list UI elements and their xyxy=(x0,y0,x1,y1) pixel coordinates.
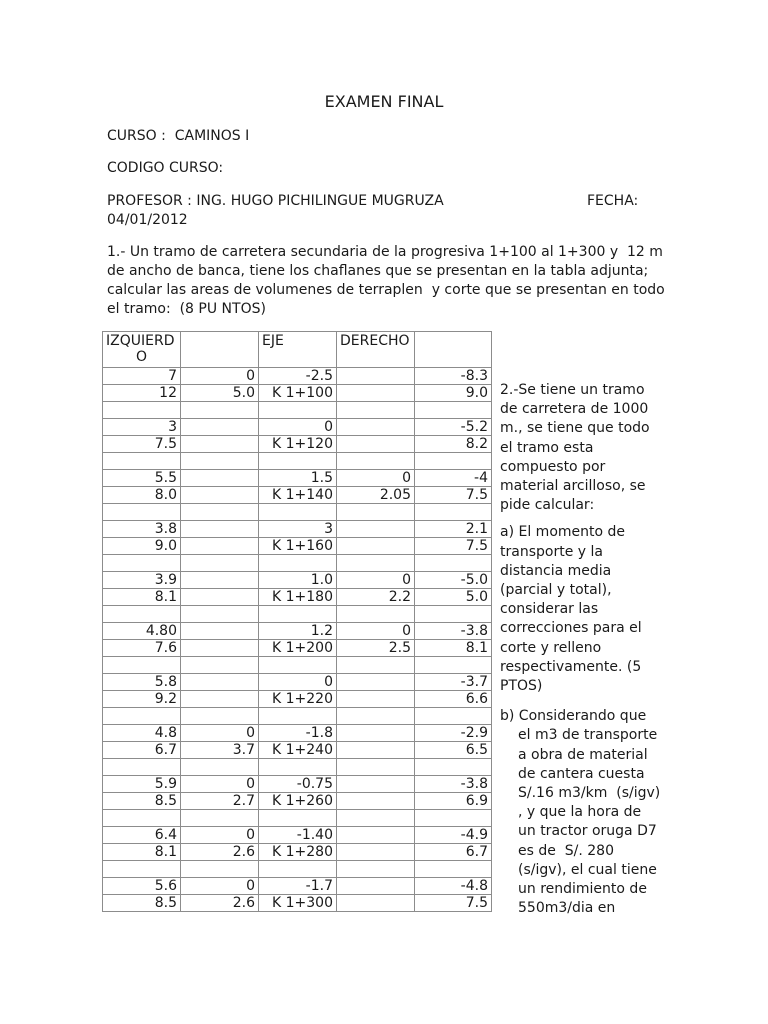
date-value: 04/01/2012 xyxy=(107,212,188,228)
question-2-part-b-body xyxy=(500,726,662,918)
table-cell: 5.0 xyxy=(415,589,492,606)
question-2-part-b-line: 550m3/dia en xyxy=(518,900,616,917)
table-cell xyxy=(259,861,337,878)
table-cell: -2.5 xyxy=(259,368,337,385)
table-cell xyxy=(181,487,259,504)
table-cell xyxy=(259,555,337,572)
table-cell: 1.2 xyxy=(259,623,337,640)
table-cell xyxy=(337,742,415,759)
question-2-part-a-line: a) El momento de xyxy=(500,524,626,541)
question-2-part-b-line: de cantera cuesta xyxy=(518,765,645,782)
question-2-part-a-line: respectivamente. (5 xyxy=(500,658,642,675)
table-cell xyxy=(337,402,415,419)
course-code-line: CODIGO CURSO: xyxy=(107,160,224,176)
table-cell xyxy=(103,504,181,521)
table-cell: K 1+180 xyxy=(259,589,337,606)
table-cell: 7.5 xyxy=(415,487,492,504)
table-cell xyxy=(415,657,492,674)
table-cell: -3.8 xyxy=(415,776,492,793)
table-row xyxy=(103,793,492,810)
table-cell: 3 xyxy=(103,419,181,436)
question-2-intro xyxy=(500,381,662,515)
table-cell xyxy=(259,657,337,674)
table-row xyxy=(103,640,492,657)
question-2-part-a-line: (parcial y total), xyxy=(500,582,612,599)
question-2-part-b-line: b) Considerando que xyxy=(500,708,647,725)
table-cell: 1.0 xyxy=(259,572,337,589)
question-1-line: el tramo: (8 PU NTOS) xyxy=(107,301,266,317)
table-cell: 7.5 xyxy=(415,538,492,555)
table-cell xyxy=(337,368,415,385)
question-1 xyxy=(107,243,667,319)
table-cell: 2.7 xyxy=(181,793,259,810)
table-cell xyxy=(337,861,415,878)
table-cell: 3 xyxy=(259,521,337,538)
table-cell: 12 xyxy=(103,385,181,402)
table-cell xyxy=(103,555,181,572)
table-cell: 0 xyxy=(337,623,415,640)
table-cell xyxy=(181,419,259,436)
table-cell xyxy=(337,827,415,844)
table-cell xyxy=(337,759,415,776)
table-cell: K 1+260 xyxy=(259,793,337,810)
table-cell: K 1+120 xyxy=(259,436,337,453)
table-cell: 2.2 xyxy=(337,589,415,606)
table-cell: 4.8 xyxy=(103,725,181,742)
table-cell xyxy=(181,708,259,725)
table-cell xyxy=(181,606,259,623)
table-cell xyxy=(103,810,181,827)
table-cell: -4.8 xyxy=(415,878,492,895)
question-2-part-b xyxy=(500,707,662,918)
table-row xyxy=(103,759,492,776)
table-cell xyxy=(337,555,415,572)
table-cell xyxy=(415,402,492,419)
table-cell xyxy=(103,708,181,725)
table-cell: K 1+160 xyxy=(259,538,337,555)
table-cell: 2.1 xyxy=(415,521,492,538)
table-row xyxy=(103,589,492,606)
table-cell: K 1+280 xyxy=(259,844,337,861)
table-cell xyxy=(337,606,415,623)
header-blank xyxy=(181,332,259,368)
table-cell xyxy=(415,759,492,776)
question-2-intro-line: compuesto por xyxy=(500,458,606,475)
table-cell xyxy=(103,861,181,878)
question-1-line: 1.- Un tramo de carretera secundaria de la progresiva 1+100 al 1+300 y 12 m xyxy=(107,244,663,260)
table-cell xyxy=(337,521,415,538)
table-cell xyxy=(181,640,259,657)
table-cell: 0 xyxy=(337,470,415,487)
table-cell: K 1+220 xyxy=(259,691,337,708)
table-cell: 3.9 xyxy=(103,572,181,589)
table-cell: 7.6 xyxy=(103,640,181,657)
table-cell: -1.40 xyxy=(259,827,337,844)
table-cell: 0 xyxy=(181,368,259,385)
table-cell xyxy=(181,555,259,572)
table-row xyxy=(103,555,492,572)
table-cell xyxy=(415,810,492,827)
table-cell: 1.5 xyxy=(259,470,337,487)
table-cell: 0 xyxy=(181,878,259,895)
table-cell xyxy=(103,453,181,470)
table-row xyxy=(103,827,492,844)
table-row xyxy=(103,368,492,385)
table-cell xyxy=(415,708,492,725)
header-eje: EJE xyxy=(259,332,337,368)
question-2-part-a-line: correcciones para el xyxy=(500,620,642,637)
question-2-part-b-line: a obra de material xyxy=(518,746,648,763)
question-2-part-b-line: es de S/. 280 xyxy=(518,842,614,859)
table-cell: K 1+140 xyxy=(259,487,337,504)
question-1-line: de ancho de banca, tiene los chaflanes que se presentan en la tabla adjunta; xyxy=(107,263,649,279)
table-cell: 2.05 xyxy=(337,487,415,504)
table-cell xyxy=(259,606,337,623)
table-row xyxy=(103,538,492,555)
table-cell: 8.1 xyxy=(103,589,181,606)
table-cell xyxy=(337,674,415,691)
table-cell xyxy=(337,708,415,725)
table-cell xyxy=(337,810,415,827)
table-cell: 8.1 xyxy=(103,844,181,861)
table-cell: -5.0 xyxy=(415,572,492,589)
table-row xyxy=(103,657,492,674)
table-row xyxy=(103,674,492,691)
table-row xyxy=(103,385,492,402)
table-cell: 0 xyxy=(337,572,415,589)
table-row xyxy=(103,861,492,878)
table-cell xyxy=(181,623,259,640)
table-row xyxy=(103,521,492,538)
table-cell: 5.8 xyxy=(103,674,181,691)
slope-table xyxy=(102,331,492,912)
table-cell: K 1+240 xyxy=(259,742,337,759)
table-cell xyxy=(181,538,259,555)
table-cell xyxy=(415,606,492,623)
table-cell: 0 xyxy=(181,725,259,742)
table-row xyxy=(103,776,492,793)
exam-title: EXAMEN FINAL xyxy=(324,92,444,111)
table-cell xyxy=(181,470,259,487)
table-row xyxy=(103,436,492,453)
table-row xyxy=(103,691,492,708)
question-2-part-b-line: un rendimiento de xyxy=(518,881,647,898)
course-line: CURSO : CAMINOS I xyxy=(107,128,250,144)
question-2-part-b-line: , y que la hora de xyxy=(518,804,642,821)
table-cell: 0 xyxy=(181,776,259,793)
table-cell xyxy=(337,793,415,810)
table-cell xyxy=(259,759,337,776)
table-cell xyxy=(181,810,259,827)
table-cell: 2.6 xyxy=(181,844,259,861)
table-cell xyxy=(103,657,181,674)
table-row xyxy=(103,878,492,895)
table-cell: 8.0 xyxy=(103,487,181,504)
question-2-part-b-line: el m3 de transporte xyxy=(518,727,658,744)
table-cell: 0 xyxy=(259,419,337,436)
table-cell xyxy=(337,419,415,436)
table-row xyxy=(103,623,492,640)
table-cell xyxy=(337,878,415,895)
table-cell xyxy=(337,538,415,555)
table-cell xyxy=(259,708,337,725)
table-cell: 2.5 xyxy=(337,640,415,657)
table-cell: -4.9 xyxy=(415,827,492,844)
table-cell: 5.0 xyxy=(181,385,259,402)
table-cell: 6.9 xyxy=(415,793,492,810)
table-cell xyxy=(337,436,415,453)
table-cell: -8.3 xyxy=(415,368,492,385)
table-row xyxy=(103,810,492,827)
question-2-part-a xyxy=(500,523,662,696)
question-2-part-b-line: un tractor oruga D7 xyxy=(518,823,657,840)
table-cell xyxy=(259,810,337,827)
table-cell xyxy=(337,504,415,521)
table-cell: 6.7 xyxy=(415,844,492,861)
table-cell xyxy=(415,555,492,572)
table-cell xyxy=(337,776,415,793)
table-cell: -4 xyxy=(415,470,492,487)
question-2-intro-line: m., se tiene que todo xyxy=(500,420,650,437)
table-cell: 9.0 xyxy=(103,538,181,555)
header-derecho: DERECHO xyxy=(337,332,415,368)
header-izquierdo: IZQUIERD O xyxy=(103,332,181,368)
table-cell: 8.1 xyxy=(415,640,492,657)
question-2-part-b-line: (s/igv), el cual tiene xyxy=(518,861,657,878)
professor-line: PROFESOR : ING. HUGO PICHILINGUE MUGRUZA xyxy=(107,193,444,209)
table-cell xyxy=(181,691,259,708)
table-cell xyxy=(415,504,492,521)
question-2-part-b-line: S/.16 m3/km (s/igv) xyxy=(518,785,661,802)
table-cell: 5.5 xyxy=(103,470,181,487)
table-cell xyxy=(337,385,415,402)
question-1-line: calcular las areas de volumenes de terraplen y corte que se presentan en todo xyxy=(107,282,665,298)
table-cell xyxy=(259,453,337,470)
question-2-intro-line: el tramo esta xyxy=(500,439,594,456)
table-cell: K 1+100 xyxy=(259,385,337,402)
table-cell xyxy=(181,453,259,470)
table-cell xyxy=(181,504,259,521)
question-2 xyxy=(500,381,662,918)
table-cell xyxy=(181,589,259,606)
table-cell: 5.6 xyxy=(103,878,181,895)
table-row xyxy=(103,453,492,470)
header-blank xyxy=(415,332,492,368)
table-row xyxy=(103,487,492,504)
table-cell xyxy=(415,453,492,470)
table-cell xyxy=(337,657,415,674)
table-row xyxy=(103,572,492,589)
table-cell xyxy=(337,453,415,470)
table-cell xyxy=(337,725,415,742)
table-cell xyxy=(181,572,259,589)
table-row xyxy=(103,470,492,487)
date-label: FECHA: xyxy=(587,193,639,209)
table-cell: 4.80 xyxy=(103,623,181,640)
table-cell: 3.8 xyxy=(103,521,181,538)
question-2-intro-line: material arcilloso, se xyxy=(500,478,646,495)
question-2-intro-line: 2.-Se tiene un tramo xyxy=(500,382,645,398)
question-2-part-a-line: distancia media xyxy=(500,562,612,579)
table-cell: 6.7 xyxy=(103,742,181,759)
table-cell: -2.9 xyxy=(415,725,492,742)
table-cell: 5.9 xyxy=(103,776,181,793)
table-cell: 8.5 xyxy=(103,895,181,912)
table-cell: 0 xyxy=(181,827,259,844)
question-2-part-a-line: PTOS) xyxy=(500,678,543,695)
table-cell: 3.7 xyxy=(181,742,259,759)
table-cell: -5.2 xyxy=(415,419,492,436)
table-row xyxy=(103,725,492,742)
table-cell: 2.6 xyxy=(181,895,259,912)
table-cell xyxy=(181,759,259,776)
table-cell: 7 xyxy=(103,368,181,385)
table-cell: 9.2 xyxy=(103,691,181,708)
table-row xyxy=(103,742,492,759)
table-cell xyxy=(337,844,415,861)
table-cell: 7.5 xyxy=(415,895,492,912)
table-cell xyxy=(337,895,415,912)
table-cell: K 1+300 xyxy=(259,895,337,912)
table-header-row xyxy=(103,332,492,368)
table-cell: 6.5 xyxy=(415,742,492,759)
table-cell: -1.7 xyxy=(259,878,337,895)
table-cell xyxy=(181,657,259,674)
question-2-intro-line: pide calcular: xyxy=(500,497,595,514)
question-2-part-a-line: corte y relleno xyxy=(500,639,602,656)
table-cell xyxy=(181,861,259,878)
table-cell: 6.6 xyxy=(415,691,492,708)
table-row xyxy=(103,419,492,436)
table-row xyxy=(103,606,492,623)
table-cell: -0.75 xyxy=(259,776,337,793)
question-2-part-a-line: transporte y la xyxy=(500,543,603,560)
table-cell: 0 xyxy=(259,674,337,691)
table-row xyxy=(103,708,492,725)
table-cell: -3.8 xyxy=(415,623,492,640)
table-cell xyxy=(181,674,259,691)
table-cell xyxy=(181,521,259,538)
table-cell xyxy=(181,436,259,453)
question-2-part-a-line: considerar las xyxy=(500,601,599,618)
table-cell: -1.8 xyxy=(259,725,337,742)
table-cell: 8.5 xyxy=(103,793,181,810)
table-cell: K 1+200 xyxy=(259,640,337,657)
table-cell xyxy=(103,759,181,776)
table-row xyxy=(103,895,492,912)
table-cell xyxy=(259,504,337,521)
table-cell: 9.0 xyxy=(415,385,492,402)
table-row xyxy=(103,504,492,521)
table-cell: 8.2 xyxy=(415,436,492,453)
table-cell: -3.7 xyxy=(415,674,492,691)
table-row xyxy=(103,844,492,861)
table-cell: 7.5 xyxy=(103,436,181,453)
table-cell xyxy=(337,691,415,708)
table-cell: 6.4 xyxy=(103,827,181,844)
question-2-intro-line: de carretera de 1000 xyxy=(500,401,649,418)
table-cell xyxy=(103,606,181,623)
table-cell xyxy=(415,861,492,878)
table-cell xyxy=(259,402,337,419)
table-cell xyxy=(103,402,181,419)
table-cell xyxy=(181,402,259,419)
table-row xyxy=(103,402,492,419)
